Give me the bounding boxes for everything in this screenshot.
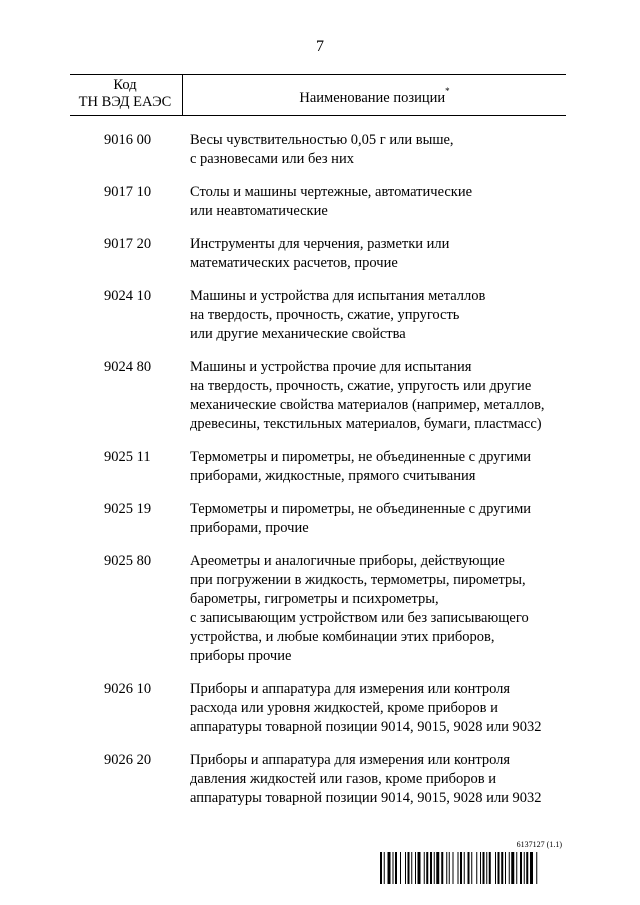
row-name: Весы чувствительностью 0,05 г или выше, с разновесами или без них [190, 132, 454, 167]
code-column-header [70, 77, 180, 111]
row-code: 9025 19 [104, 501, 152, 517]
row-code: 9017 10 [104, 184, 152, 200]
page-number: 7 [316, 38, 324, 55]
code-header-line2: ТН ВЭД ЕАЭС [78, 94, 172, 110]
footnote-mark: * [445, 86, 450, 96]
barcode-icon [380, 852, 592, 884]
table-row [0, 448, 640, 500]
row-code: 9025 80 [104, 553, 152, 569]
table-row [0, 751, 640, 822]
row-name: Столы и машины чертежные, автоматические или неавтоматические [190, 184, 473, 219]
table-row [0, 358, 640, 448]
row-code: 9025 11 [104, 449, 151, 465]
table-row [0, 235, 640, 287]
table-row [0, 552, 640, 680]
row-name: Приборы и аппаратура для измерения или контроля давления жидкостей или газов, кроме приборов и аппаратуры товарной позиции 9014, 9015, 9028 или 9032 [190, 752, 542, 806]
barcode-block [380, 840, 592, 884]
table-row [0, 131, 640, 183]
row-code: 9026 20 [104, 752, 152, 768]
table-body [0, 131, 640, 822]
table-row [0, 183, 640, 235]
table-header [70, 74, 566, 116]
row-code: 9024 80 [104, 359, 152, 375]
row-code: 9016 00 [104, 132, 152, 148]
name-column-header [183, 85, 566, 107]
row-code: 9026 10 [104, 681, 152, 697]
table-row [0, 287, 640, 358]
row-name: Ареометры и аналогичные приборы, действующие при погружении в жидкость, термометры, пирометры, барометры, гигрометры и психрометры, с записывающим устройством или без записывающего устройства, и любые комбинации этих приборов, приборы прочие [190, 553, 529, 664]
row-code: 9024 10 [104, 288, 152, 304]
row-name: Машины и устройства прочие для испытания на твердость, прочность, сжатие, упругость или другие механические свойства материалов (например, металлов, древесины, текстильных материалов, бумаги, пластмасс) [190, 359, 545, 432]
row-name: Термометры и пирометры, не объединенные с другими приборами, прочие [190, 501, 532, 536]
row-name: Машины и устройства для испытания металлов на твердость, прочность, сжатие, упругость или другие механические свойства [190, 288, 486, 342]
name-header-text: Наименование позиции [299, 89, 446, 106]
row-name: Инструменты для черчения, разметки или математических расчетов, прочие [190, 236, 450, 271]
row-code: 9017 20 [104, 236, 152, 252]
barcode-number: 6137127 (1.1) [516, 840, 562, 849]
row-name: Приборы и аппаратура для измерения или контроля расхода или уровня жидкостей, кроме приборов и аппаратуры товарной позиции 9014, 9015, 9028 или 9032 [190, 681, 542, 735]
table-row [0, 680, 640, 751]
row-name: Термометры и пирометры, не объединенные с другими приборами, жидкостные, прямого считывания [190, 449, 532, 484]
table-row [0, 500, 640, 552]
code-header-line1: Код [113, 77, 137, 93]
